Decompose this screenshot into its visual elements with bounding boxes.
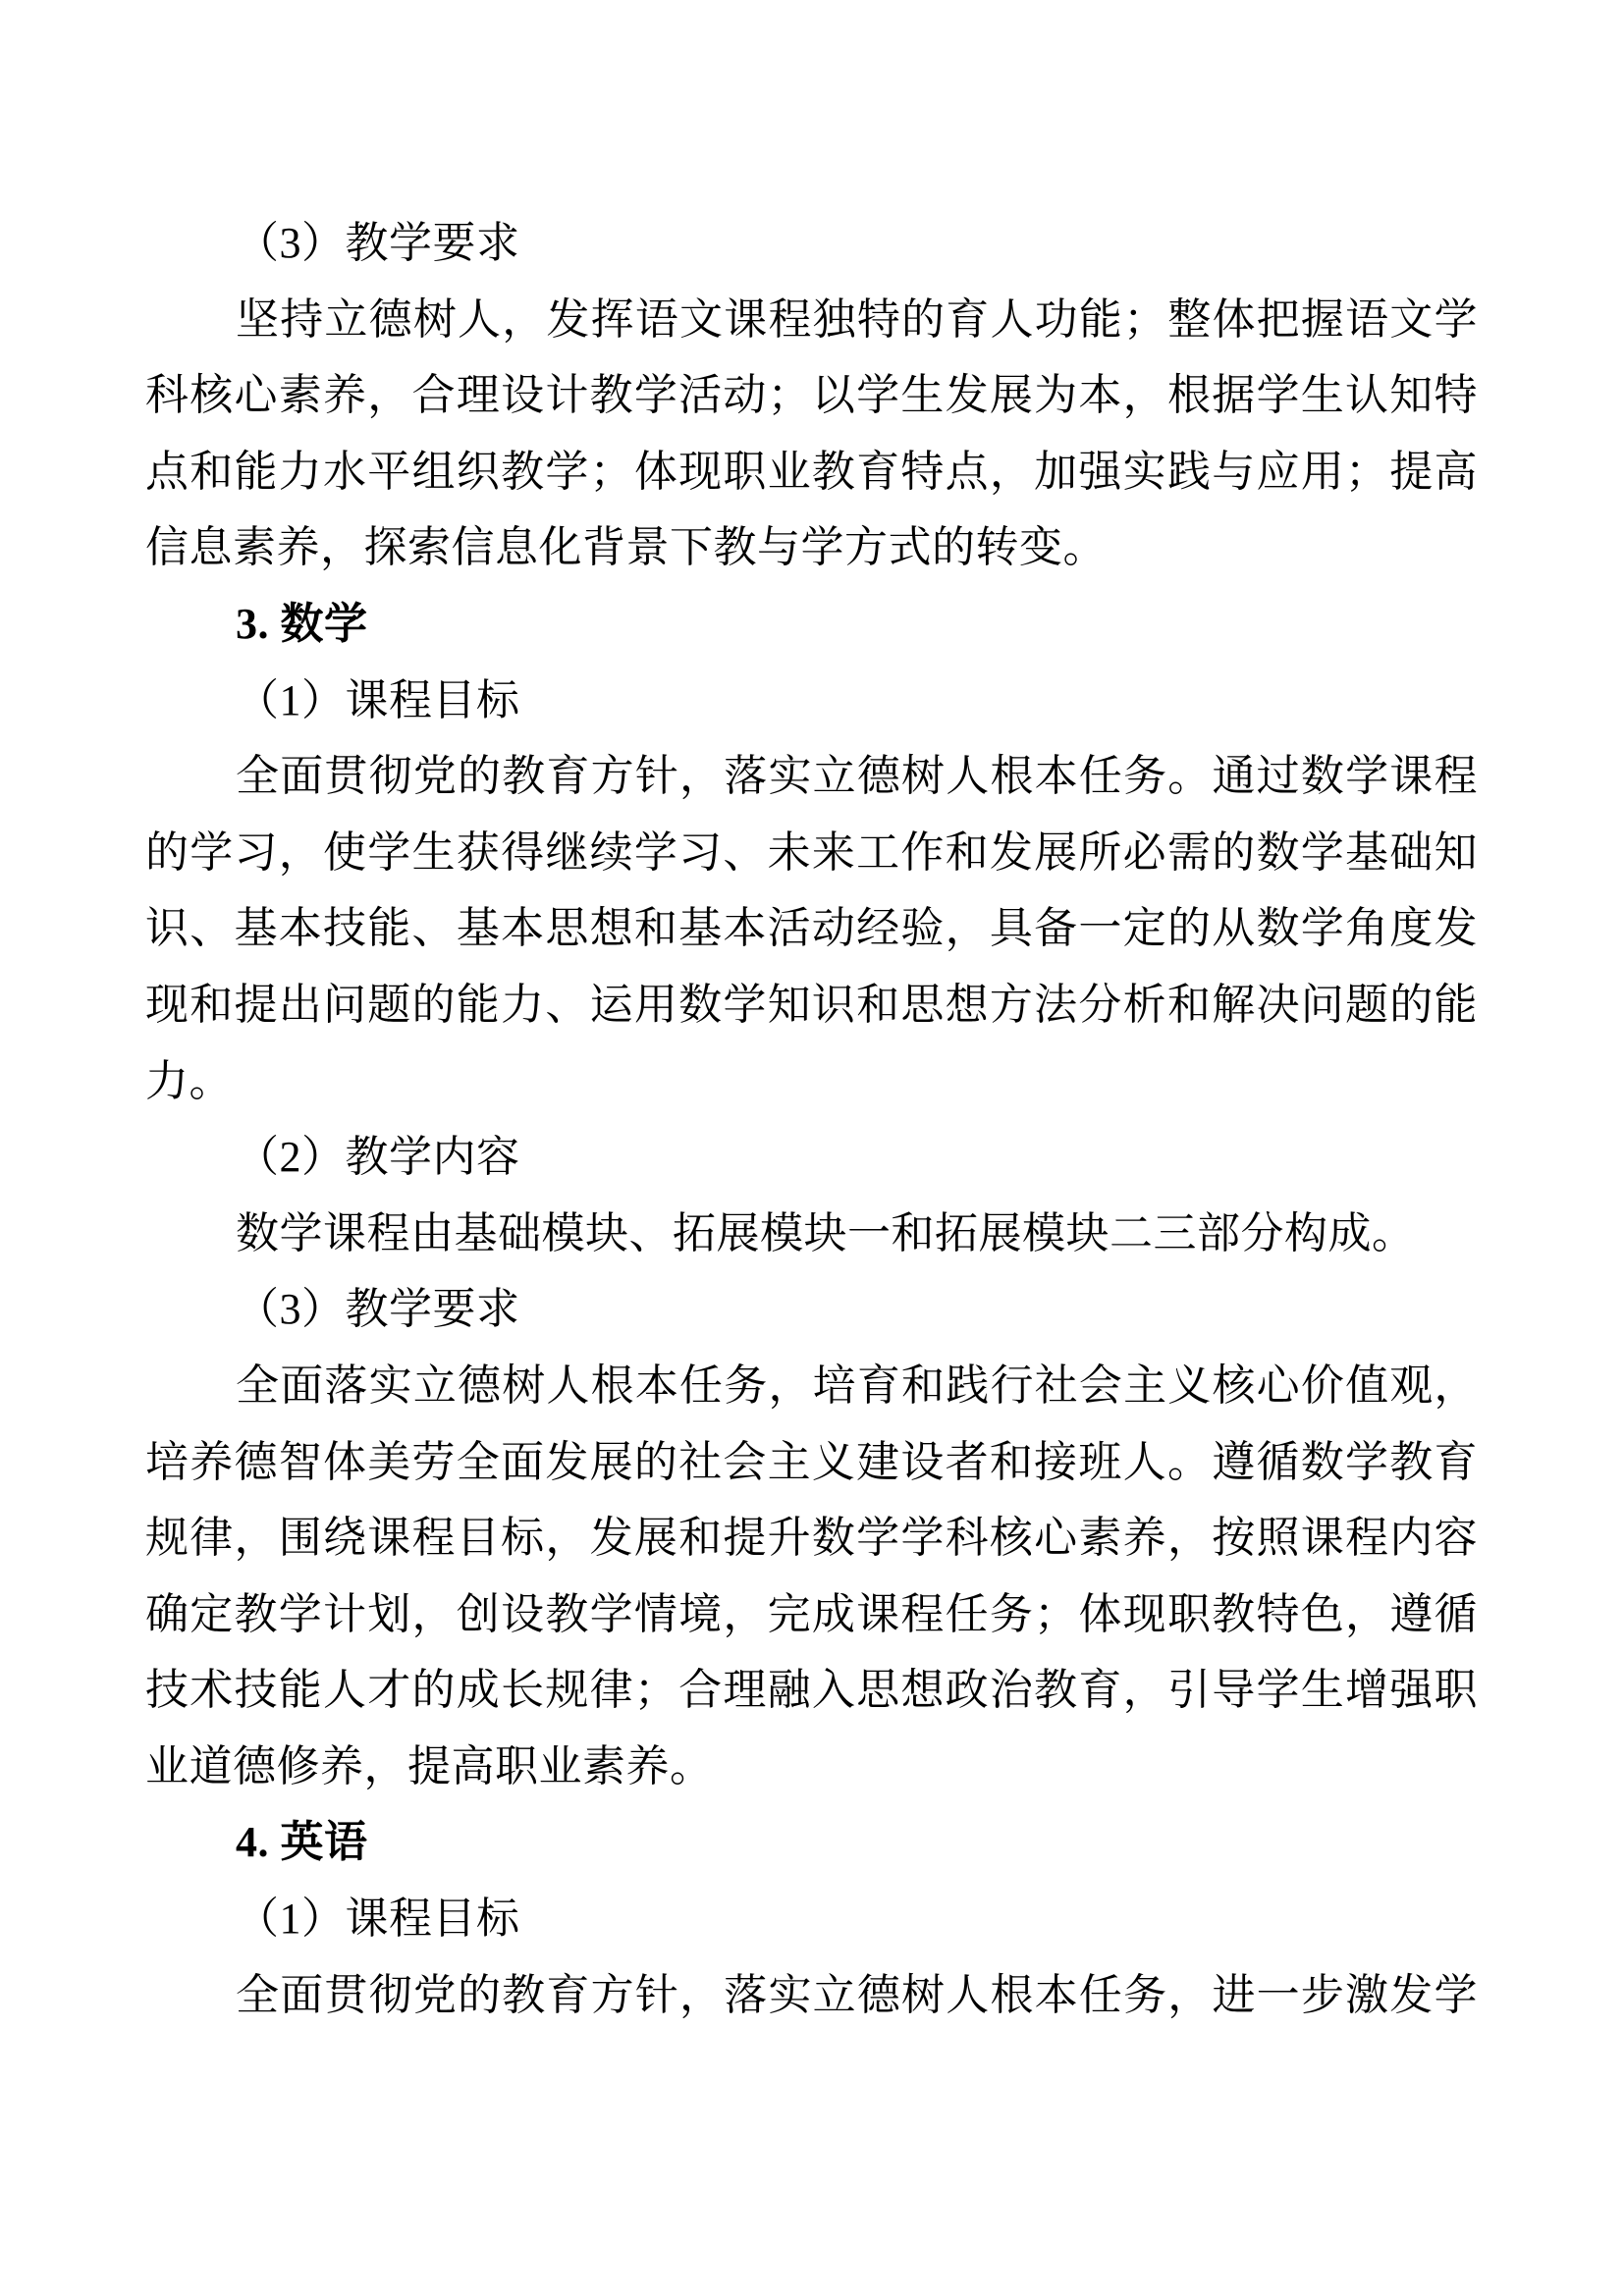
paragraph-line: 坚持立德树人，发挥语文课程独特的育人功能；整体把握语文学 <box>236 294 1478 344</box>
paragraph <box>145 1957 1478 2034</box>
section-heading <box>145 1804 1478 1881</box>
heading-line: （2）教学内容 <box>236 1133 520 1182</box>
paragraph-line: 数学课程由基础模块、拓展模块一和拓展模块二三部分构成。 <box>236 1208 1416 1257</box>
section-heading <box>145 1881 1478 1957</box>
paragraph <box>145 282 1478 586</box>
text-block <box>145 205 1478 2033</box>
paragraph-line: 确定教学计划，创设教学情境，完成课程任务；体现职教特色，遵循 <box>145 1589 1478 1638</box>
paragraph-line: 规律，围绕课程目标，发展和提升数学学科核心素养，按照课程内容 <box>145 1514 1478 1563</box>
paragraph-line: 全面贯彻党的教育方针，落实立德树人根本任务，进一步激发学 <box>236 1970 1478 2019</box>
paragraph-line: 技术技能人才的成长规律；合理融入思想政治教育，引导学生增强职 <box>145 1666 1478 1715</box>
section-heading <box>145 586 1478 663</box>
paragraph-line: 的学习，使学生获得继续学习、未来工作和发展所必需的数学基础知 <box>145 828 1478 877</box>
heading-line: （3）教学要求 <box>236 1285 520 1334</box>
paragraph-line: 全面落实立德树人根本任务，培育和践行社会主义核心价值观， <box>236 1361 1478 1410</box>
section-heading <box>145 205 1478 282</box>
paragraph-line: 业道德修养，提高职业素养。 <box>145 1741 714 1790</box>
heading-line: 4. 英语 <box>236 1818 368 1867</box>
paragraph-line: 力。 <box>145 1056 233 1105</box>
paragraph-line: 识、基本技能、基本思想和基本活动经验，具备一定的从数学角度发 <box>145 904 1478 953</box>
paragraph-line: 全面贯彻党的教育方针，落实立德树人根本任务。通过数学课程 <box>236 752 1478 801</box>
paragraph-line: 现和提出问题的能力、运用数学知识和思想方法分析和解决问题的能 <box>145 980 1478 1029</box>
section-heading <box>145 1119 1478 1196</box>
heading-line: 3. 数学 <box>236 599 368 648</box>
paragraph <box>145 738 1478 1119</box>
section-heading <box>145 663 1478 739</box>
paragraph-line: 科核心素养，合理设计教学活动；以学生发展为本，根据学生认知特 <box>145 371 1478 420</box>
paragraph-line: 培养德智体美劳全面发展的社会主义建设者和接班人。遵循数学教育 <box>145 1437 1478 1486</box>
heading-line: （3）教学要求 <box>236 219 520 267</box>
heading-line: （1）课程目标 <box>236 1895 520 1944</box>
paragraph-line: 信息素养，探索信息化背景下教与学方式的转变。 <box>145 523 1107 572</box>
heading-line: （1）课程目标 <box>236 675 520 724</box>
section-heading <box>145 1271 1478 1348</box>
paragraph-line: 点和能力水平组织教学；体现职业教育特点，加强实践与应用；提高 <box>145 447 1478 496</box>
paragraph <box>145 1348 1478 1805</box>
paragraph <box>145 1196 1478 1272</box>
